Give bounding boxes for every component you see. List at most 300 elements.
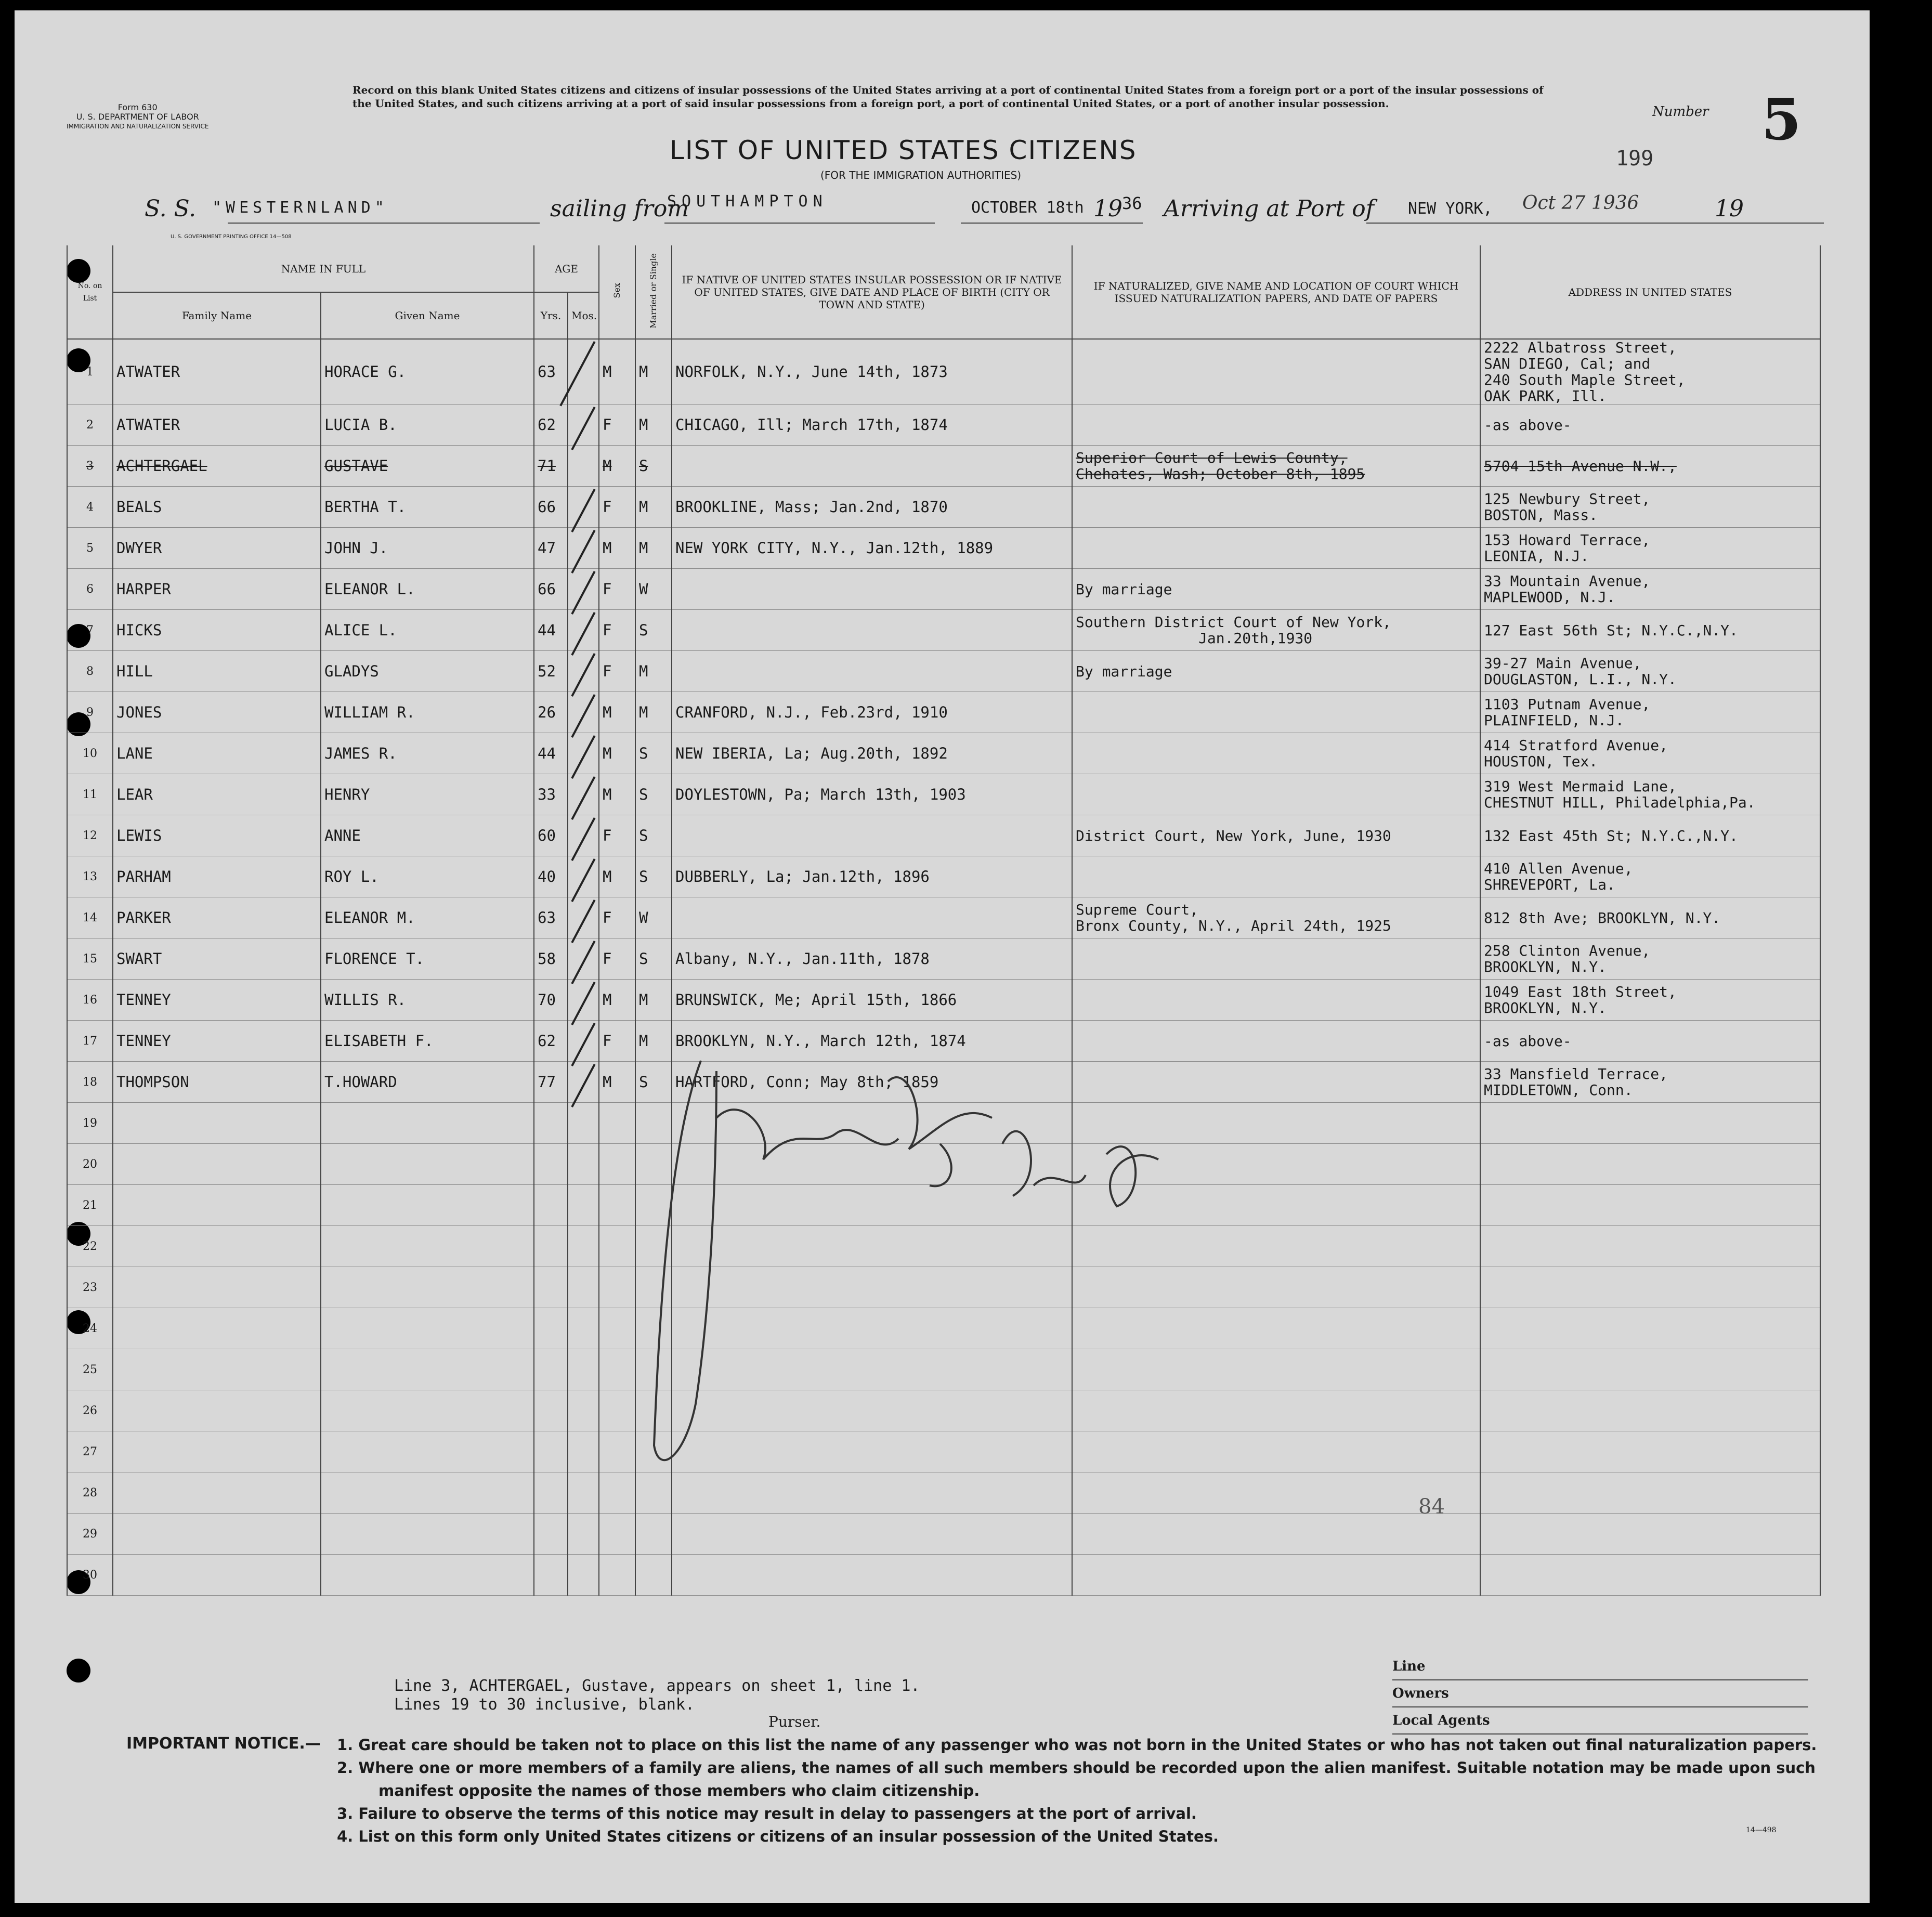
cell-birth: HARTFORD, Conn; May 8th, 1859 [672,1062,1072,1103]
table-row [67,405,1820,446]
cell-address [1480,1103,1820,1144]
cell-ms: S [635,856,672,897]
cell-yrs [534,1226,568,1267]
arrival-stamp: Oct 27 1936 [1522,192,1639,214]
cell-mos [568,1308,599,1349]
cell-family [113,1267,321,1308]
cell-no: 27 [67,1431,113,1472]
form-number: Form 630 [118,102,158,112]
cell-court [1072,339,1480,405]
table-row [67,487,1820,528]
cell-birth: BROOKLYN, N.Y., March 12th, 1874 [672,1021,1072,1062]
cell-court: District Court, New York, June, 1930 [1072,815,1480,856]
table-row [67,938,1820,980]
cell-ms: S [635,1062,672,1103]
arrival-port: NEW YORK, [1408,200,1493,218]
cell-address: 1049 East 18th Street, BROOKLYN, N.Y. [1480,980,1820,1021]
col-mos: Mos. [568,292,599,339]
cell-sex: M [599,339,635,405]
cell-ms: S [635,815,672,856]
cell-ms: S [635,938,672,980]
cell-birth: Albany, N.Y., Jan.11th, 1878 [672,938,1072,980]
cell-given: ROY L. [321,856,534,897]
cell-given: JOHN J. [321,528,534,569]
cell-sex: F [599,569,635,610]
cell-given: ELEANOR M. [321,897,534,938]
cell-court [1072,405,1480,446]
cell-no: 29 [67,1514,113,1555]
cell-no: 23 [67,1267,113,1308]
cell-ms: M [635,487,672,528]
cell-court: Supreme Court, Bronx County, N.Y., April 24th, 1925 [1072,897,1480,938]
cell-no: 8 [67,651,113,692]
cell-given [321,1555,534,1596]
cell-mos [568,1349,599,1390]
cell-yrs [534,1103,568,1144]
table-row [67,692,1820,733]
form-code: 14—498 [1746,1826,1777,1834]
stamp-number: 199 [1616,147,1654,171]
cell-address: 125 Newbury Street, BOSTON, Mass. [1480,487,1820,528]
cell-address: 414 Stratford Avenue, HOUSTON, Tex. [1480,733,1820,774]
cell-given [321,1472,534,1514]
typed-note [394,1677,920,1714]
cell-given: T.HOWARD [321,1062,534,1103]
cell-yrs: 62 [534,405,568,446]
cell-sex [599,1431,635,1472]
notice-item: 3. Failure to observe the terms of this notice may result in delay to passengers at the port of arrival. [337,1805,1197,1822]
col-married-single: Married or Single [635,245,672,339]
immigration-officer-signature [638,1040,1210,1482]
cell-ms: M [635,405,672,446]
cell-court: Southern District Court of New York, Jan.20th,1930 [1072,610,1480,651]
cell-no: 24 [67,1308,113,1349]
col-yrs: Yrs. [534,292,568,339]
cell-birth [672,1555,1072,1596]
cell-no: 28 [67,1472,113,1514]
cell-family: PARKER [113,897,321,938]
cell-given [321,1308,534,1349]
cell-no: 19 [67,1103,113,1144]
cell-yrs [534,1555,568,1596]
cell-yrs: 47 [534,528,568,569]
cell-ms: M [635,528,672,569]
cell-family: ATWATER [113,405,321,446]
cell-ms: W [635,569,672,610]
cell-given: ALICE L. [321,610,534,651]
cell-given [321,1431,534,1472]
cell-ms: M [635,980,672,1021]
cell-yrs [534,1185,568,1226]
notice-item: manifest opposite the names of those members who claim citizenship. [378,1782,980,1799]
cell-address: 319 West Mermaid Lane, CHESTNUT HILL, Philadelphia,Pa. [1480,774,1820,815]
cell-given [321,1267,534,1308]
notice-list [337,1733,1819,1848]
line-label: Line [1392,1653,1808,1680]
table-row [67,651,1820,692]
cell-sex [599,1472,635,1514]
cell-yrs: 40 [534,856,568,897]
cell-yrs: 63 [534,339,568,405]
cell-given [321,1185,534,1226]
cell-yrs: 26 [534,692,568,733]
cell-yrs: 44 [534,610,568,651]
cell-given: ELEANOR L. [321,569,534,610]
cell-birth [672,651,1072,692]
agents-label: Local Agents [1392,1707,1808,1735]
col-name-in-full: NAME IN FULL [113,245,534,292]
cell-address [1480,1349,1820,1390]
cell-no: 17 [67,1021,113,1062]
cell-sex [599,1103,635,1144]
cell-yrs: 60 [534,815,568,856]
cell-court [1072,1514,1480,1555]
cell-mos [568,1267,599,1308]
cell-no: 6 [67,569,113,610]
cell-address: -as above- [1480,1021,1820,1062]
cell-sex: M [599,980,635,1021]
cell-family: TENNEY [113,980,321,1021]
service-name: IMMIGRATION AND NATURALIZATION SERVICE [67,123,209,130]
table-row [67,774,1820,815]
cell-sex: M [599,856,635,897]
table-row [67,528,1820,569]
cell-birth: DOYLESTOWN, Pa; March 13th, 1903 [672,774,1072,815]
col-birth: IF NATIVE OF UNITED STATES INSULAR POSSESSION OR IF NATIVE OF UNITED STATES, GIVE DATE AND PLACE OF BIRTH (CITY OR TOWN AND STATE) [672,245,1072,339]
cell-given [321,1144,534,1185]
notice-item: 1. Great care should be taken not to place on this list the name of any passenger who was not born in the United States or who has not taken out final naturalization papers. [337,1736,1817,1754]
cell-no: 16 [67,980,113,1021]
cell-address [1480,1226,1820,1267]
agent-box [1392,1653,1808,1735]
cell-given: FLORENCE T. [321,938,534,980]
cell-family: HILL [113,651,321,692]
cell-family [113,1349,321,1390]
notice-item: 4. List on this form only United States citizens or citizens of an insular possession of the United States. [337,1828,1219,1845]
cell-family [113,1472,321,1514]
cell-birth: DUBBERLY, La; Jan.12th, 1896 [672,856,1072,897]
cell-sex: F [599,651,635,692]
cell-family [113,1308,321,1349]
cell-no: 10 [67,733,113,774]
cell-yrs: 52 [534,651,568,692]
cell-sex [599,1390,635,1431]
cell-family: LEAR [113,774,321,815]
table-row [67,1514,1820,1555]
cell-address [1480,1472,1820,1514]
cell-mos [568,1185,599,1226]
cell-address [1480,1185,1820,1226]
cell-family [113,1103,321,1144]
cell-birth: BROOKLINE, Mass; Jan.2nd, 1870 [672,487,1072,528]
cell-no: 7 [67,610,113,651]
manifest-sheet [15,10,1870,1903]
cell-birth [672,569,1072,610]
table-row [67,897,1820,938]
cell-given [321,1226,534,1267]
cell-birth: CHICAGO, Ill; March 17th, 1874 [672,405,1072,446]
cell-sex: M [599,692,635,733]
col-naturalized: IF NATURALIZED, GIVE NAME AND LOCATION OF COURT WHICH ISSUED NATURALIZATION PAPERS, AND DATE OF PAPERS [1072,245,1480,339]
cell-court: Superior Court of Lewis County, Chehates, Wash; October 8th, 1895 [1072,446,1480,487]
cell-family [113,1185,321,1226]
cell-sex [599,1144,635,1185]
cell-ms: S [635,446,672,487]
cell-no: 9 [67,692,113,733]
col-family-name: Family Name [113,292,321,339]
cell-yrs [534,1349,568,1390]
cell-mos [568,1514,599,1555]
cell-family: BEALS [113,487,321,528]
cell-sex: F [599,610,635,651]
cell-mos [568,1472,599,1514]
cell-family [113,1555,321,1596]
cell-court [1072,733,1480,774]
cell-family: DWYER [113,528,321,569]
col-given-name: Given Name [321,292,534,339]
cell-yrs: 70 [534,980,568,1021]
cell-yrs [534,1390,568,1431]
cell-family: THOMPSON [113,1062,321,1103]
document-title: LIST OF UNITED STATES CITIZENS [670,135,1137,165]
cell-ms: S [635,774,672,815]
cell-address: 39-27 Main Avenue, DOUGLASTON, L.I., N.Y. [1480,651,1820,692]
cell-sex: F [599,897,635,938]
cell-address: 258 Clinton Avenue, BROOKLYN, N.Y. [1480,938,1820,980]
cell-sex: M [599,774,635,815]
col-sex: Sex [599,245,635,339]
table-row [67,856,1820,897]
cell-family: SWART [113,938,321,980]
cell-given: ANNE [321,815,534,856]
cell-no: 26 [67,1390,113,1431]
cell-yrs [534,1514,568,1555]
cell-no: 2 [67,405,113,446]
cell-sex: F [599,487,635,528]
cell-yrs: 77 [534,1062,568,1103]
document-subtitle: (FOR THE IMMIGRATION AUTHORITIES) [820,169,1022,181]
cell-birth [672,897,1072,938]
cell-ms: M [635,339,672,405]
cell-no: 11 [67,774,113,815]
cell-given: JAMES R. [321,733,534,774]
cell-sex: M [599,1062,635,1103]
cell-sex: M [599,528,635,569]
cell-court [1072,774,1480,815]
cell-address [1480,1514,1820,1555]
cell-yrs: 44 [534,733,568,774]
departure-date: OCTOBER 18th [971,199,1084,217]
table-row [67,733,1820,774]
number-label: Number [1652,104,1709,120]
col-no-on-list: No. on List [67,245,113,339]
cell-given: BERTHA T. [321,487,534,528]
ship-name: "WESTERNLAND" [212,199,388,217]
table-row [67,1555,1820,1596]
cell-address [1480,1144,1820,1185]
cell-family: ACHTERGAEL [113,446,321,487]
cell-birth: NORFOLK, N.Y., June 14th, 1873 [672,339,1072,405]
table-row [67,980,1820,1021]
record-notice: Record on this blank United States citizens and citizens of insular possessions of the United States arriving at a port of continental United States from a foreign port or a port of the insular possessions of the United States, and such citizens arriving at a port of said insular possessions from a foreign port, a port of continental United States, or a port of another insular possession. [353,84,1544,110]
cell-sex [599,1555,635,1596]
cell-yrs: 58 [534,938,568,980]
cell-given: ELISABETH F. [321,1021,534,1062]
cell-given: HORACE G. [321,339,534,405]
cell-given [321,1349,534,1390]
cell-given [321,1103,534,1144]
cell-family: HARPER [113,569,321,610]
cell-family [113,1390,321,1431]
cell-mos [568,339,599,405]
table-row [67,446,1820,487]
cell-address: -as above- [1480,405,1820,446]
cell-family: TENNEY [113,1021,321,1062]
notice-heading: IMPORTANT NOTICE.— [126,1735,321,1753]
cell-court [1072,692,1480,733]
cell-ms: S [635,610,672,651]
cell-given: HENRY [321,774,534,815]
cell-address [1480,1267,1820,1308]
department-name: U. S. DEPARTMENT OF LABOR [76,112,199,122]
cell-yrs [534,1431,568,1472]
cell-yrs [534,1144,568,1185]
ss-label: S. S. [145,195,197,222]
cell-no: 20 [67,1144,113,1185]
cell-sex: F [599,938,635,980]
cell-given: LUCIA B. [321,405,534,446]
cell-no: 13 [67,856,113,897]
table-row [67,610,1820,651]
cell-yrs [534,1308,568,1349]
cell-address: 132 East 45th St; N.Y.C.,N.Y. [1480,815,1820,856]
cell-family: ATWATER [113,339,321,405]
cell-mos [568,1144,599,1185]
cell-ms: M [635,1021,672,1062]
typed-note-line-1: Line 3, ACHTERGAEL, Gustave, appears on sheet 1, line 1. [394,1677,920,1695]
cell-ms [635,1514,672,1555]
cell-no: 25 [67,1349,113,1390]
col-address: ADDRESS IN UNITED STATES [1480,245,1820,339]
cell-yrs: 62 [534,1021,568,1062]
cell-sex: F [599,1021,635,1062]
cell-yrs: 71 [534,446,568,487]
cell-mos [568,1103,599,1144]
cell-sex [599,1226,635,1267]
cell-yrs: 66 [534,487,568,528]
table-row [67,569,1820,610]
cell-given: WILLIAM R. [321,692,534,733]
cell-address [1480,1390,1820,1431]
cell-ms: W [635,897,672,938]
table-row [67,339,1820,405]
cell-no: 15 [67,938,113,980]
cell-ms: M [635,692,672,733]
cell-birth: BRUNSWICK, Me; April 15th, 1866 [672,980,1072,1021]
cell-family: PARHAM [113,856,321,897]
year-typed: 36 [1122,193,1142,213]
cell-sex [599,1308,635,1349]
cell-sex [599,1349,635,1390]
cell-ms [635,1555,672,1596]
cell-family [113,1514,321,1555]
cell-birth [672,610,1072,651]
cell-birth [672,815,1072,856]
cell-family: HICKS [113,610,321,651]
cell-mos [568,1226,599,1267]
cell-no: 4 [67,487,113,528]
cell-yrs [534,1267,568,1308]
cell-sex: M [599,733,635,774]
cell-address: 2222 Albatross Street, SAN DIEGO, Cal; and 240 South Maple Street, OAK PARK, Ill. [1480,339,1820,405]
purser-label: Purser. [768,1713,821,1730]
cell-family [113,1144,321,1185]
cell-address: 33 Mansfield Terrace, MIDDLETOWN, Conn. [1480,1062,1820,1103]
cell-court [1072,487,1480,528]
binder-hole [67,1659,90,1683]
cell-address: 153 Howard Terrace, LEONIA, N.J. [1480,528,1820,569]
cell-no: 3 [67,446,113,487]
cell-given: GLADYS [321,651,534,692]
cell-no: 1 [67,339,113,405]
cell-family [113,1431,321,1472]
cell-no: 21 [67,1185,113,1226]
cell-court [1072,528,1480,569]
cell-given: WILLIS R. [321,980,534,1021]
col-age: AGE [534,245,599,292]
typed-note-line-2: Lines 19 to 30 inclusive, blank. [394,1696,695,1714]
cell-mos [568,1431,599,1472]
arriving-label: Arriving at Port of [1164,195,1375,222]
cell-address [1480,1555,1820,1596]
cell-sex: F [599,815,635,856]
cell-sex [599,1267,635,1308]
cell-no: 22 [67,1226,113,1267]
cell-sex: F [599,405,635,446]
departure-port: SOUTHAMPTON [667,192,828,211]
cell-birth [672,1514,1072,1555]
cell-birth: CRANFORD, N.J., Feb.23rd, 1910 [672,692,1072,733]
form-info [67,103,208,131]
cell-address: 5704 15th Avenue N.W., [1480,446,1820,487]
year-printed: 19 [1093,195,1122,222]
table-header [67,245,1820,339]
cell-address [1480,1431,1820,1472]
cell-given [321,1390,534,1431]
cell-address: 812 8th Ave; BROOKLYN, N.Y. [1480,897,1820,938]
cell-given [321,1514,534,1555]
cell-family: JONES [113,692,321,733]
cell-court [1072,1555,1480,1596]
cell-sex [599,1185,635,1226]
cell-yrs: 66 [534,569,568,610]
cell-yrs [534,1472,568,1514]
cell-family: LEWIS [113,815,321,856]
cell-no: 5 [67,528,113,569]
cell-no: 14 [67,897,113,938]
cell-court: By marriage [1072,569,1480,610]
page-number: 84 [1418,1495,1445,1519]
cell-mos [568,446,599,487]
cell-ms: S [635,733,672,774]
voyage-line [108,192,1824,229]
cell-family: LANE [113,733,321,774]
owners-label: Owners [1392,1680,1808,1707]
cell-address: 33 Mountain Avenue, MAPLEWOOD, N.J. [1480,569,1820,610]
cell-yrs: 63 [534,897,568,938]
notice-item: 2. Where one or more members of a family are aliens, the names of all such members should be recorded upon the alien manifest. Suitable notation may be made upon such [337,1759,1816,1777]
cell-address: 1103 Putnam Avenue, PLAINFIELD, N.J. [1480,692,1820,733]
